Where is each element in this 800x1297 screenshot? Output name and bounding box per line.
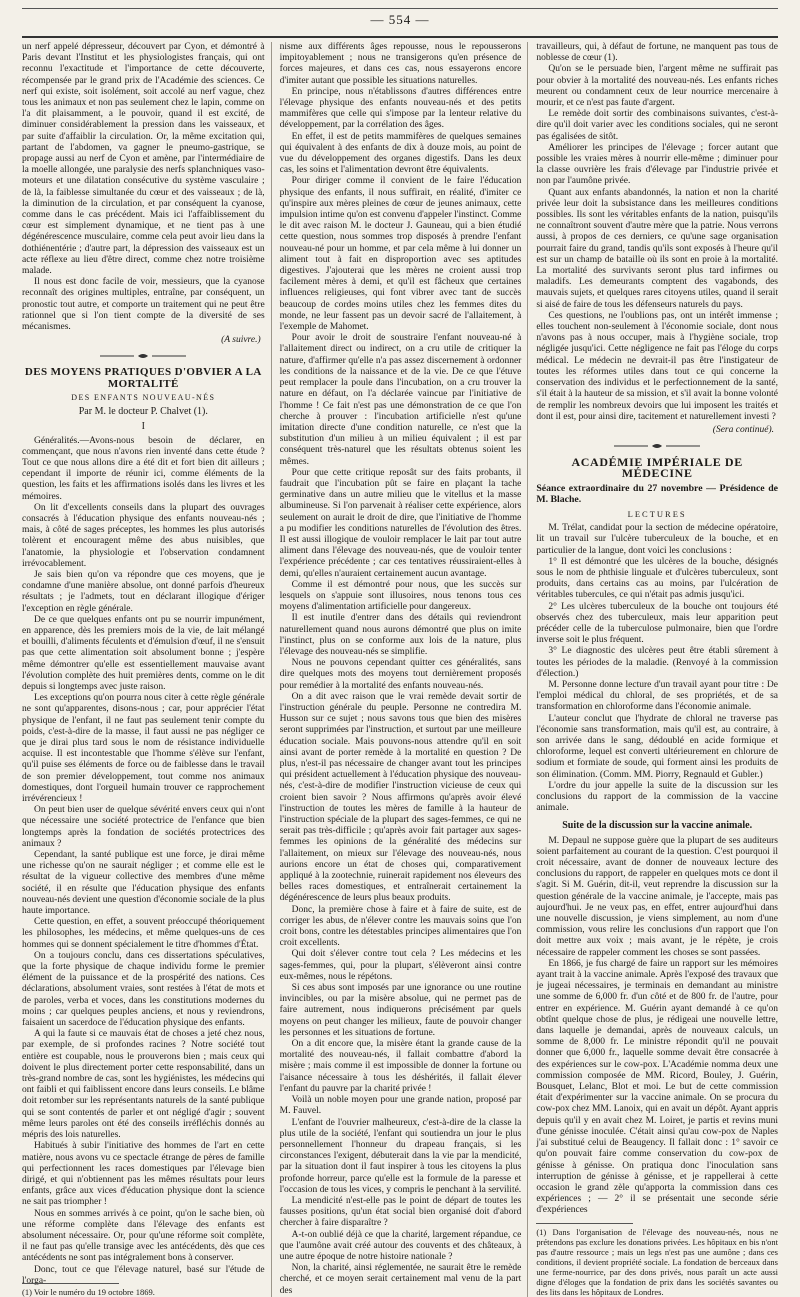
paragraph: Je sais bien qu'on va répondre que ces moyens, que je condamne d'une manière absolue, ont donné parfois d'heureux résultats ; je l'admets, tout en déclarant illogique d'ériger l'exception en règle générale. bbox=[22, 569, 265, 614]
paragraph: Donc, tout ce que l'élevage naturel, basé sur l'étude de l'orga- bbox=[22, 1264, 265, 1286]
paragraph: M. Trélat, candidat pour la section de médecine opératoire, lit un travail sur l'ulcère tuberculeux de la bouche, et en particulier de la langue, dont voici les conclusions : bbox=[536, 523, 778, 556]
paragraph: On a dit encore que, la misère étant la grande cause de la mortalité des nouveau-nés, il fallait combattre d'abord la misère ; mais comme il est impossible de donner la fortune ou l'aisance nécessaire à tous les déshérités, il fallait élever l'enfant du pauvre par la charité privée ! bbox=[279, 1039, 522, 1094]
paragraph: 3° Le diagnostic des ulcères peut être établi sûrement à toutes les périodes de la maladie. (Renvoyé à la commission d'élection.) bbox=[536, 646, 778, 679]
paragraph: A-t-on oublié déjà ce que la charité, largement répandue, ce que l'aumône avait créé autour des couvents et des châteaux, à une autre époque de notre histoire nationale ? bbox=[279, 1229, 522, 1262]
footnote-rule bbox=[536, 1223, 633, 1224]
paragraph: On a dit avec raison que le vrai remède devait sortir de l'instruction générale du peuple. Personne ne contredira M. Husson sur ce sujet ; nous savons tous que bien des misères seront supprimées par l'instruction, et surtout par une meilleure éducation sociale. Mais pouvons-nous attendre qu'il en soit ainsi avant de porter remède à la mortalité en question ? De plus, n'est-il pas nécessaire de changer avant tout les principes qui président actuellement à l'éducation physique des nouveau-nés, c'est-à-dire de modifier l'instruction vicieuse de ceux qui croient bien savoir ? Nous affirmons qu'après avoir élevé l'instruction de toutes les mères de famille à la hauteur de l'instruction spéciale de la plupart des sages-femmes, ce qui ne serait pas très-difficile ; qu'après avoir fait partager aux sages-femmes les opinions de la généralité des médecins sur l'allaitement, on mieux sur l'élevage des nouveau-nés, nous aurions encore un état de choses qui, comparativement appliqué à la zootechnie, ruinerait rapidement nos éleveurs des belles races domestiques, et entraînerait certainement la dégénérescence de leurs plus beaux produits. bbox=[279, 691, 522, 904]
article-columns bbox=[22, 42, 778, 1297]
paragraph: Les exceptions qu'on pourra nous citer à cette règle générale ne sont qu'apparentes, disons-nous ; car, pour apprécier l'état physique de l'enfant, il ne faut pas seulement tenir compte du poids, c'est-à-dire de la masse, il faut aussi ne pas négliger ce que je dirai plus tard sous le nom de résistance individuelle acquise. Il est incontestable que l'homme s'élève sur l'enfant, qu'il puise ses éléments de force ou de faiblesse dans le travail de son premier développement, tout comme nos animaux domestiques, dont l'orgueil humain trouver ce rapprochement irrévérencieux ! bbox=[22, 693, 265, 804]
paragraph: Non, la charité, ainsi réglementée, ne saurait être le remède cherché, et ce moyen serait certainement mal venu de la part des bbox=[279, 1263, 522, 1296]
paragraph: En 1866, je fus chargé de faire un rapport sur les mémoires ayant trait à la vaccine animale. Après l'exposé des travaux que je jugeai nécessaires, je terminais en demandant au ministre une somme de 6,000 fr. d'un côté et de 800 fr. de l'autre, pour entrer en expérience. M. Guérin ayant demandé à ce qu'on obtînt quelque chose de plus, je rédigeai une nouvelle lettre, dans laquelle je demandai, après de nouveaux calculs, un somme de 8,000 fr. Le ministre répondit qu'il ne pouvait donner que 6,000 fr., laquelle somme devait être consacrée à des expériences sur le cow-pox. L'Académie nomma deux une commission composée de MM. Ricord, Bouley, J. Guérin, Bousquet, Lelanc, Blot et moi. Le but de cette commission était d'expérimenter sur la vaccine animale. On se procura du cow-pox chez MM. Lanoix, qui en avait un dépôt. Ayant appris depuis qu'il y en avait chez M. Loiret, je partis et revins muni d'une génisse inoculée. C'était ainsi qu'au cow-pox de Naples j'ai substitué celui de Beaugency. Il fallait donc : 1° savoir ce qu'on pouvait faire comme conservation du cow-pox de génisse à génisse. On pratiqua donc l'inoculation sans interruption de génisse à génisse, et je rappellerai à cette occasion le grand zèle qu'apporta la commission dans ces expériences ; — 2° il se présentait une seconde série d'expériences bbox=[536, 958, 778, 1216]
paragraph: 1° Il est démontré que les ulcères de la bouche, désignés sous le nom de phthisie linguale et d'ulcères tuberculeux, sont produits, dans certains cas au moins, par l'ulcération de véritables tubercules, ce qui n'était pas admis jusqu'ici. bbox=[536, 556, 778, 601]
paragraph: M. Personne donne lecture d'un travail ayant pour titre : De l'emploi médical du chloral, de ses propriétés, et de sa transformation en chloroforme dans l'économie animale. bbox=[536, 679, 778, 713]
separator-ornament bbox=[22, 352, 265, 362]
paragraph: En principe, nous n'établissons d'autres différences entre l'élevage physique des enfants nouveau-nés et des petits mammifères que celle qui s'impose par la lenteur relative du développement, par la corrélation des âges. bbox=[279, 86, 522, 131]
paragraph: L'ordre du jour appelle la suite de la discussion sur les conclusions du rapport de la commission de la vaccine animale. bbox=[536, 780, 778, 814]
footnote: (1) Dans l'organisation de l'élevage des nouveau-nés, nous ne prétendons pas exclure les donations privées. Les hôpitaux en bis n'ont pas d'autre ressource ; mais un legs n'est pas une aumône ; dans ces conditions, il devient propriété sociale. La fondation de berceaux dans une ferme-nourrice, par des dons privés, nous paraît un acte aussi digne d'éloges que la fondation de prix dans les sociétés savantes ou des lits dans les hôpitaux de Londres. bbox=[536, 1226, 778, 1297]
paragraph: On a toujours conclu, dans ces dissertations spéculatives, que la forte physique de chaque individu forme le premier élément de la puissance et de la prospérité des nations. Ces déclarations, absolument vraies, sont restées à l'état de mots et de paroles, verba et voces, dans les constitutions modernes du moins ; car quelques peuples anciens, et nous y reviendrons, faisaient un sacerdoce de l'éducation physique des enfants. bbox=[22, 950, 265, 1029]
column-1 bbox=[22, 42, 265, 1297]
session-heading: Séance extraordinaire du 27 novembre — Présidence de M. Blache. bbox=[536, 482, 778, 505]
paragraph: L'enfant de l'ouvrier malheureux, c'est-à-dire de la classe la plus utile de la société, l'enfant qui soutiendra un jour le plus personnellement l'honneur du drapeau français, si les circonstances l'exigent, débuterait dans la vie par la mendicité, par la situation dont il faut inspirer à tous les citoyens la plus profonde horreur, parce qu'elle est la formule de la paresse et l'occasion de tous les vices, y compris le penchant à la servilité. bbox=[279, 1117, 522, 1195]
paragraph: Comme il est démontré pour nous, que les succès sur lesquels on s'appuie sont illusoires, nous tenons tous ces moyens d'alimentation artificielle pour dangereux. bbox=[279, 579, 522, 613]
separator-ornament bbox=[536, 442, 778, 452]
continuation-note: (Sera continué). bbox=[712, 424, 774, 435]
paragraph: Améliorer les principes de l'élevage ; forcer autant que possible les vraies mères à nourrir elle-même ; diminuer pour la classe ouvrière les frais d'élevage par l'industrie privée et non par l'aumône privée. bbox=[536, 142, 778, 187]
paragraph: Le remède doit sortir des combinaisons suivantes, c'est-à-dire qu'il doit varier avec les conditions sociales, qui ne seront pas égalisées de sitôt. bbox=[536, 109, 778, 142]
page-number: — 554 — bbox=[370, 12, 430, 27]
paragraph: Ces questions, ne l'oublions pas, ont un intérêt immense ; elles touchent non-seulement à l'économie sociale, dont nous n'avons pas à nous occuper, mais à l'hygiène sociale, trop négligée jusqu'ici. Cette négligence ne fait pas l'éloge du corps médical. Le médecin ne devrait-il pas être l'instigateur de toutes les réformes utiles dans tout ce qui concerne la conservation des individus et le perfectionnement de la santé, s'il était à la hauteur de sa mission, et s'il avait la bonne volonté de remplir les nombreux devoirs que lui imposent les traités et dont il est, pour ainsi dire, tacitement et naturellement investi ? bbox=[536, 310, 778, 422]
section-title: DES MOYENS PRATIQUES D'OBVIER A LA MORTALITÉ bbox=[24, 366, 262, 390]
paragraph: Il nous est donc facile de voir, messieurs, que la cyanose reconnaît des origines multiples, entraîne, par conséquent, un pronostic tout autre, et comporte un traitement qui ne peut être rationnel que si l'on tient compte de la diversité de ses mécanismes. bbox=[22, 277, 265, 333]
paragraph: On lit d'excellents conseils dans la plupart des ouvrages consacrés à l'éducation physique des enfants nouveau-nés ; mais, à côté de sages préceptes, les hommes les plus autorisés tolèrent et encouragent même des abus nuisibles, que l'anatomie, la physiologie et l'observation condamnent irrévocablement. bbox=[22, 502, 265, 569]
paragraph: On peut bien user de quelque sévérité envers ceux qui n'ont que nécessaire une société protectrice de l'enfance que bien longtemps après la fondation de sociétés protectrices des animaux ? bbox=[22, 805, 265, 849]
subsection-title: LECTURES bbox=[627, 508, 687, 519]
paragraph: M. Depaul ne suppose guère que la plupart de ses auditeurs soient parfaitement au courant de la question. C'est pourquoi il croit nécessaire, avant de donner de nouveaux lecture des conclusions du rapport, de rappeler en quelques mots ce dont il s'agit. Si M. Guérin, dit-il, veut reprendre la discussion sur la question générale de la vaccine animale, je l'accepte, mais pas aujourd'hui. Je ne veux pas, en effet, entrer aujourd'hui dans une nouvelle discussion, je viens simplement, au nom d'une commission, vous relire les conclusions d'un rapport que l'on doit mettre aux voix ; mais avant, je le répète, je crois nécessaire de rappeler comment les choses se sont passées. bbox=[536, 835, 778, 958]
paragraph: un nerf appelé dépresseur, découvert par Cyon, et démontré à Paris devant l'Institut et les physiologistes français, qui ont reconnu l'exactitude et l'importance de cette découverte, récompensée par le grand prix de l'Académie des sciences. Ce nerf qui existe, soit isolément, soit accolé au nerf vague, chez tous les animaux et non pas seulement chez le lapin, comme on l'a dit plaisamment, a le pouvoir, quand il est excité, de diminuer considérablement la pression dans les vaisseaux, et par suite d'affaiblir la circulation. Or, la même excitation qui, partant de l'abdomen, va gagner le pneumo-gastrique, se propage aussi au nerf de Cyon et amène, par l'intermédiaire de la moelle allongée, une paralysie des nerfs splanchniques vaso-moteurs et une dilatation consécutive du système vasculaire ; de là, la faiblesse simultanée du cœur et des vaisseaux ; de là, la diminution de la circulation, et par conséquent la cyanose, comme dans le cas précédent. Mais ici l'affaiblissement du cœur est simplement dynamique, et ne tient pas à une dégénérescence musculaire, comme cela peut avoir lieu dans la dothiénentérie ; d'autre part, la dépression des vaisseaux est un acte réflexe au lieu d'être direct, comme chez notre troisième malade. bbox=[22, 42, 265, 277]
paragraph: Cependant, la santé publique est une force, je dirai même une richesse qu'on ne saurait négliger ; et comme elle est le résultat de la vigueur collective des membres d'une même société, il en résulte que l'éducation physique des enfants nouveau-nés devient une question d'économie sociale de la plus haute importance. bbox=[22, 850, 265, 917]
footnote-rule bbox=[22, 1283, 119, 1284]
paragraph: L'auteur conclut que l'hydrate de chloral ne traverse pas l'économie sans transformation, mais qu'il est, au contraire, à son arrivée dans le sang, dédoublé en acide formique et chloroforme, lequel est converti ultérieurement en chlorure de sodium et formiate de soude, qui forment ainsi les produits de son élimination. (Comm. MM. Piorry, Regnauld et Gubler.) bbox=[536, 713, 778, 780]
paragraph: Nous en sommes arrivés à ce point, qu'on le sache bien, où une réforme complète dans l'élevage des enfants est absolument nécessaire. Or, pour qu'une réforme soit complète, il ne faut pas qu'elle transige avec les antécédents, dès que ces antécédents ne sont pas intégralement bons à conserver. bbox=[22, 1208, 265, 1264]
section-subtitle: DES ENFANTS NOUVEAU-NÉS bbox=[71, 392, 216, 402]
paragraph: Habitués à subir l'initiative des hommes de l'art en cette matière, nous avons vu ce spectacle étrange de pères de famille qui perfectionnent les races domestiques par l'élevage bien dirigé, et qui n'obtiennent pas les mêmes résultats pour leurs enfants, grâce aux vices d'éducation physique dont la science ne sait pas triompher ! bbox=[22, 1141, 265, 1208]
paragraph: 2° Les ulcères tuberculeux de la bouche ont toujours été observés chez des tuberculeux, mais leur apparition peut précéder celle de la tuberculose pulmonaire, bien que l'ordre inverse soit le plus fréquent. bbox=[536, 601, 778, 646]
paragraph: La mendicité n'est-elle pas le point de départ de toutes les fausses positions, qu'un état social bien organisé doit d'abord chercher à faire disparaître ? bbox=[279, 1195, 522, 1229]
paragraph: nisme aux différents âges repousse, nous le repousserons impitoyablement ; nous ne transigerons qu'en présence de forces majeures, et dans ces cas, nous essayerons encore d'imiter autant que possible les situations naturelles. bbox=[279, 42, 522, 86]
column-3 bbox=[527, 42, 778, 1297]
footnote-block bbox=[22, 1277, 265, 1297]
paragraph: travailleurs, qui, à défaut de fortune, ne manquent pas tous de noblesse de cœur (1). bbox=[536, 42, 778, 64]
paragraph: Pour avoir le droit de soustraire l'enfant nouveau-né à l'allaitement direct ou indirect, on a cru utile de critiquer la nature, d'affirmer qu'elle n'a pas assez discernement à ordonner les conditions de la naissance et de la vie. De ce que l'étuve peut remplacer la poule dans l'incubation, on a cru trouver la nature en défaut, on l'a déclarée vaincue par l'initiative de l'homme ! Ce fait n'est pas une démonstration de ce que l'on cherche à prouver : l'incubation artificielle n'est qu'une imitation directe d'une condition naturelle, ce n'est que la substitution d'un milieu à un milieu équivalent ; il est par conséquent très-naturel que les résultats obtenus soient les mêmes. bbox=[279, 333, 522, 467]
footnote: (1) Voir le numéro du 19 octobre 1869. bbox=[22, 1286, 155, 1297]
column-2 bbox=[271, 42, 522, 1297]
paragraph: Qui doit s'élever contre tout cela ? Les médecins et les sages-femmes, qui, pour la plupart, s'élèveront ainsi contre eux-mêmes, nous le répétons. bbox=[279, 949, 522, 982]
section-title: ACADÉMIE IMPÉRIALE DE MÉDECINE bbox=[571, 455, 743, 481]
paragraph: Il est inutile d'entrer dans des détails qui reviendront naturellement quand nous aurons démontré que plus on imite l'instinct, plus on se conforme aux lois de la nature, plus l'élevage des nouveau-nés se simplifie. bbox=[279, 613, 522, 657]
paragraph: Donc, la première chose à faire et à faire de suite, est de corriger les abus, de n'élever contre les mauvais soins que l'on croit bons, contre les détestables principes alimentaires que l'on croit excellents. bbox=[279, 904, 522, 949]
article-byline: Par M. le docteur P. Chalvet (1). bbox=[78, 406, 208, 418]
header-rule-top bbox=[22, 8, 778, 9]
paragraph: Qu'on se le persuade bien, l'argent même ne suffirait pas pour obvier à la mortalité des nouveau-nés. Les enfants riches meurent ou condamnent ceux de leur nourrice mercenaire à mourir, et ce n'est pas faute d'argent. bbox=[536, 64, 778, 109]
paragraph: En effet, il est de petits mammifères de quelques semaines qui équivalent à des enfants de dix à douze mois, au point de vue du développement des organes digestifs. Dans les deux cas, les soins et l'alimentation devront être équivalents. bbox=[279, 131, 522, 176]
paragraph: Quant aux enfants abandonnés, la nation et non la charité privée leur doit la subsistance dans les meilleures conditions possibles. Ils sont les véritables enfants de la nation, puisqu'ils ne connaîtront souvent d'autre mère que la patrie. Nous verrons aussi, à propos de ces derniers, ce qu'une sage organisation pourrait faire du grand, tandis qu'ils sont exposés à l'heure qu'il est sur un champ de bataille où ils sont en proie à la mortalité. La mortalité des survivants seront plus tard infirmes ou maladifs. Les demeurants comptent des vagabonds, des mauvais sujets, et quelques rares citoyens utiles, quand il serait si aisé de faire de tous les défenseurs naturels du pays. bbox=[536, 187, 778, 310]
paragraph: Généralités.—Avons-nous besoin de déclarer, en commençant, que nous n'avons rien inventé dans cette étude ? Tout ce que nous allons dire a été dit et fort bien dit ailleurs ; cependant il importe de réunir ici, comme éléments de la question, les faits et les affirmations isolés dans les livres et les mémoires. bbox=[22, 435, 265, 502]
continuation-note: (A suivre.) bbox=[221, 335, 261, 346]
header-rule-bottom bbox=[22, 36, 778, 38]
section-number: I bbox=[141, 421, 145, 433]
paragraph: Cette question, en effet, a souvent préoccupé théoriquement les philosophes, les médecins, et même quelques-uns de ces hommes qui se donnent spécialement le titre d'hommes d'État. bbox=[22, 917, 265, 950]
paragraph: Si ces abus sont imposés par une ignorance ou une routine invincibles, ou par la misère absolue, qui ne permet pas de faire autrement, nous indiquerons précisément par quels moyens on peut changer les milieux, faute de pouvoir changer les personnes et les situations de fortune. bbox=[279, 983, 522, 1038]
paragraph: A qui la faute si ce mauvais état de choses a jeté chez nous, par exemple, de si profondes racines ? Notre société tout entière est coupable, nous le prouverons bien ; mais ceux qui doivent le plus directement porter cette responsabilité, dans un très-grand nombre de cas, sont les hygiénistes, les médecins qui ont faibli et qui faiblissent encore dans leurs conseils. Le blâme doit retomber sur les représentants naturels de la santé publique qui se sont contentés de parler et ont négligé d'agir ; souvent même leurs paroles ont été des conseils irréfléchis donnés au mépris des lois naturelles. bbox=[22, 1029, 265, 1141]
paragraph: De ce que quelques enfants ont pu se nourrir impunément, en apparence, dès les premiers mois de la vie, de lait mélangé et bouilli, d'aliments féculents et d'émulsion d'œuf, il ne s'ensuit pas que cette alimentation soit absolument bonne ; j'espère même démontrer qu'elle est essentiellement mauvaise avant l'évolution complète des huit premières dents, comme on le dit depuis si longtemps avec juste raison. bbox=[22, 614, 265, 692]
discussion-title: Suite de la discussion sur la vaccine animale. bbox=[562, 820, 753, 832]
paragraph: Voilà un noble moyen pour une grande nation, proposé par M. Fauvel. bbox=[279, 1095, 522, 1117]
footnote-block bbox=[536, 1217, 778, 1297]
paragraph: Pour diriger comme il convient de le faire l'éducation physique des enfants, il nous suffirait, en réalité, d'imiter ce qu'inspire aux mères pleines de cœur de jeunes animaux, cette impulsion intime qu'on est convenu d'appeler l'instinct. Comme le dit avec raison M. le docteur J. Gauneau, qui a bien étudié cette question, nous sommes trop disposés à prendre l'enfant nouveau-né pour un homme, et par cela même à lui donner un aliment tout à fait en disproportion avec ses aptitudes digestives. J'ajouterai que les mères ne croient aussi trop facilement mères à demi, et qu'il est fâcheux que certaines influences religieuses, qui font vibrer avec tant de succès beaucoup de cordes moins utiles chez les femmes dites du monde, ne leur fassent pas un devoir sacré de l'allaitement, à l'exemple de Mahomet. bbox=[279, 176, 522, 333]
paragraph: Pour que cette critique reposât sur des faits probants, il faudrait que l'incubation pût se faire en plaçant la tache germinative dans un autre milieu que le vitellus et la masse albumineuse. Si l'on parvenait à réaliser cette expérience, alors seulement on aurait le droit de dire, que l'initiative de l'homme a pu modifier les conditions naturelles de l'évolution des êtres. Il est aussi illogique de vouloir remplacer le lait par tout autre aliment dans l'élevage des nouveau-nés, que de vouloir tenter l'expérience précédente ; car ces tentatives réussiraient-elles à demi, qu'elles n'auraient certainement aucun avantage. bbox=[279, 467, 522, 579]
paragraph: Nous ne pouvons cependant quitter ces généralités, sans dire quelques mots des moyens tout dernièrement proposés pour remédier à la mortalité des enfants nouveau-nés. bbox=[279, 658, 522, 691]
page-header bbox=[22, 6, 778, 34]
